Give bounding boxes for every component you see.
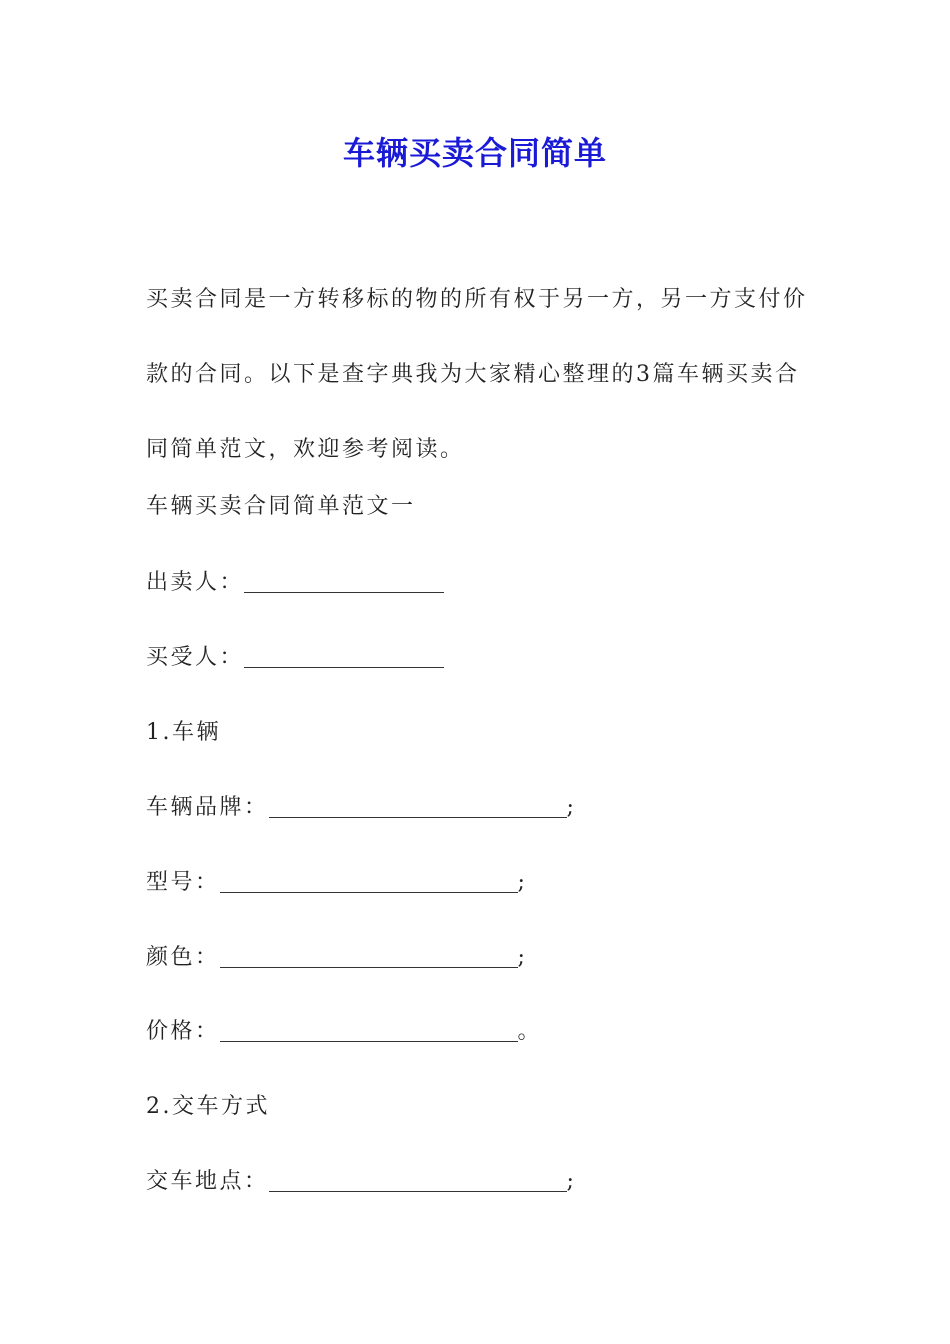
color-line [146,943,525,973]
brand-line [146,793,574,823]
brand-blank [269,795,567,818]
seller-label: 出卖人： [146,570,245,595]
brand-semicolon: ; [566,795,574,820]
item1-heading: 1.车辆 [146,720,221,745]
color-semicolon: ; [517,945,525,970]
price-blank [220,1019,518,1042]
buyer-line [146,643,444,673]
model-label: 型号： [146,870,220,895]
price-label: 价格： [146,1019,220,1044]
color-blank [220,945,518,968]
brand-label: 车辆品牌： [146,795,269,820]
buyer-label: 买受人： [146,645,245,670]
seller-blank [244,570,444,593]
seller-line [146,568,444,598]
delivery-place-line [146,1167,574,1197]
delivery-place-semicolon: ; [566,1169,574,1194]
intro-paragraph: 买卖合同是一方转移标的物的所有权于另一方，另一方支付价款的合同。以下是查字典我为大家精心整理的3篇车辆买卖合同简单范文，欢迎参考阅读。 [146,287,808,462]
color-label: 颜色： [146,945,220,970]
model-line [146,868,525,898]
model-semicolon: ; [517,870,525,895]
item2-heading: 2.交车方式 [146,1094,270,1119]
price-period: 。 [517,1019,540,1044]
section-title: 车辆买卖合同简单范文一 [146,494,416,519]
model-blank [220,870,518,893]
document-title: 车辆买卖合同简单 [342,134,607,172]
price-line [146,1017,540,1047]
delivery-place-blank [269,1169,567,1192]
buyer-blank [244,645,444,668]
delivery-place-label: 交车地点： [146,1169,269,1194]
